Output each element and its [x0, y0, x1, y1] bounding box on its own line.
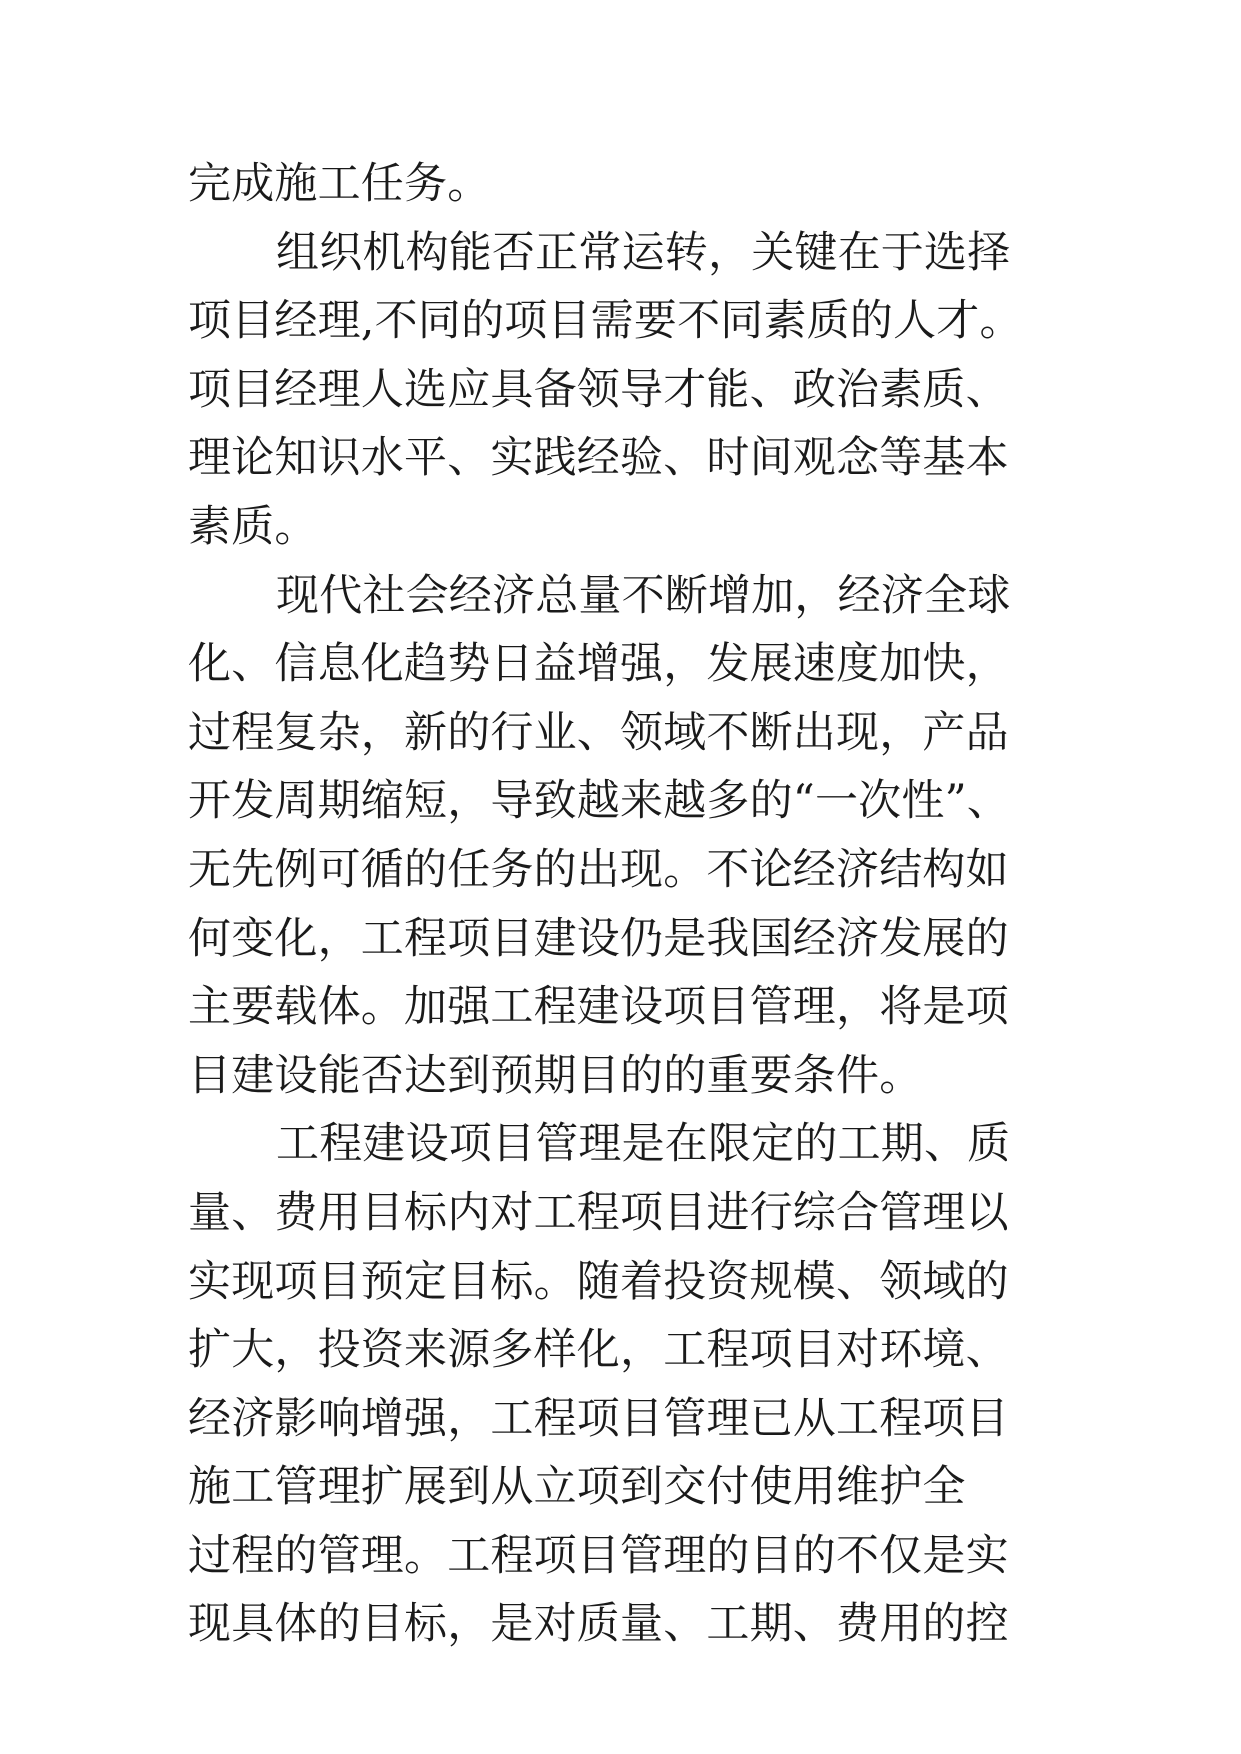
text-line: 实现项目预定目标。随着投资规模、领域的 [188, 1256, 1009, 1307]
text-line: 化、信息化趋势日益增强，发展速度加快， [188, 639, 1009, 690]
text-line: 开发周期缩短，导致越来越多的“一次性”、 [188, 776, 1010, 827]
text-line: 现代社会经济总量不断增加，经济全球 [276, 570, 1011, 621]
text-line: 项目经理人选应具备领导才能、政治素质、 [188, 364, 1009, 415]
text-line: 理论知识水平、实践经验、时间观念等基本 [188, 433, 1009, 484]
text-line: 无先例可循的任务的出现。不论经济结构如 [188, 844, 1009, 895]
body-text [188, 150, 1088, 1659]
text-line: 组织机构能否正常运转，关键在于选择 [276, 227, 1011, 278]
text-line: 素质。 [188, 501, 318, 552]
text-line: 过程复杂，新的行业、领域不断出现，产品 [188, 707, 1009, 758]
text-line: 过程的管理。工程项目管理的目的不仅是实 [188, 1530, 1009, 1581]
text-line: 何变化，工程项目建设仍是我国经济发展的 [188, 913, 1009, 964]
text-line: 完成施工任务。 [188, 159, 491, 209]
text-line: 量、费用目标内对工程项目进行综合管理以 [188, 1187, 1009, 1238]
text-line: 施工管理扩展到从立项到交付使用维护全 [188, 1462, 966, 1513]
text-line: 主要载体。加强工程建设项目管理，将是项 [188, 982, 1009, 1033]
text-line: 经济影响增强，工程项目管理已从工程项目 [188, 1393, 1009, 1444]
text-line: 工程建设项目管理是在限定的工期、质 [276, 1119, 1011, 1170]
text-line: 目建设能否达到预期目的的重要条件。 [188, 1050, 923, 1101]
text-line: 项目经理,不同的项目需要不同素质的人才。 [188, 296, 1023, 347]
text-line: 扩大，投资来源多样化，工程项目对环境、 [188, 1325, 1009, 1376]
text-line: 现具体的目标，是对质量、工期、费用的控 [188, 1599, 1009, 1650]
